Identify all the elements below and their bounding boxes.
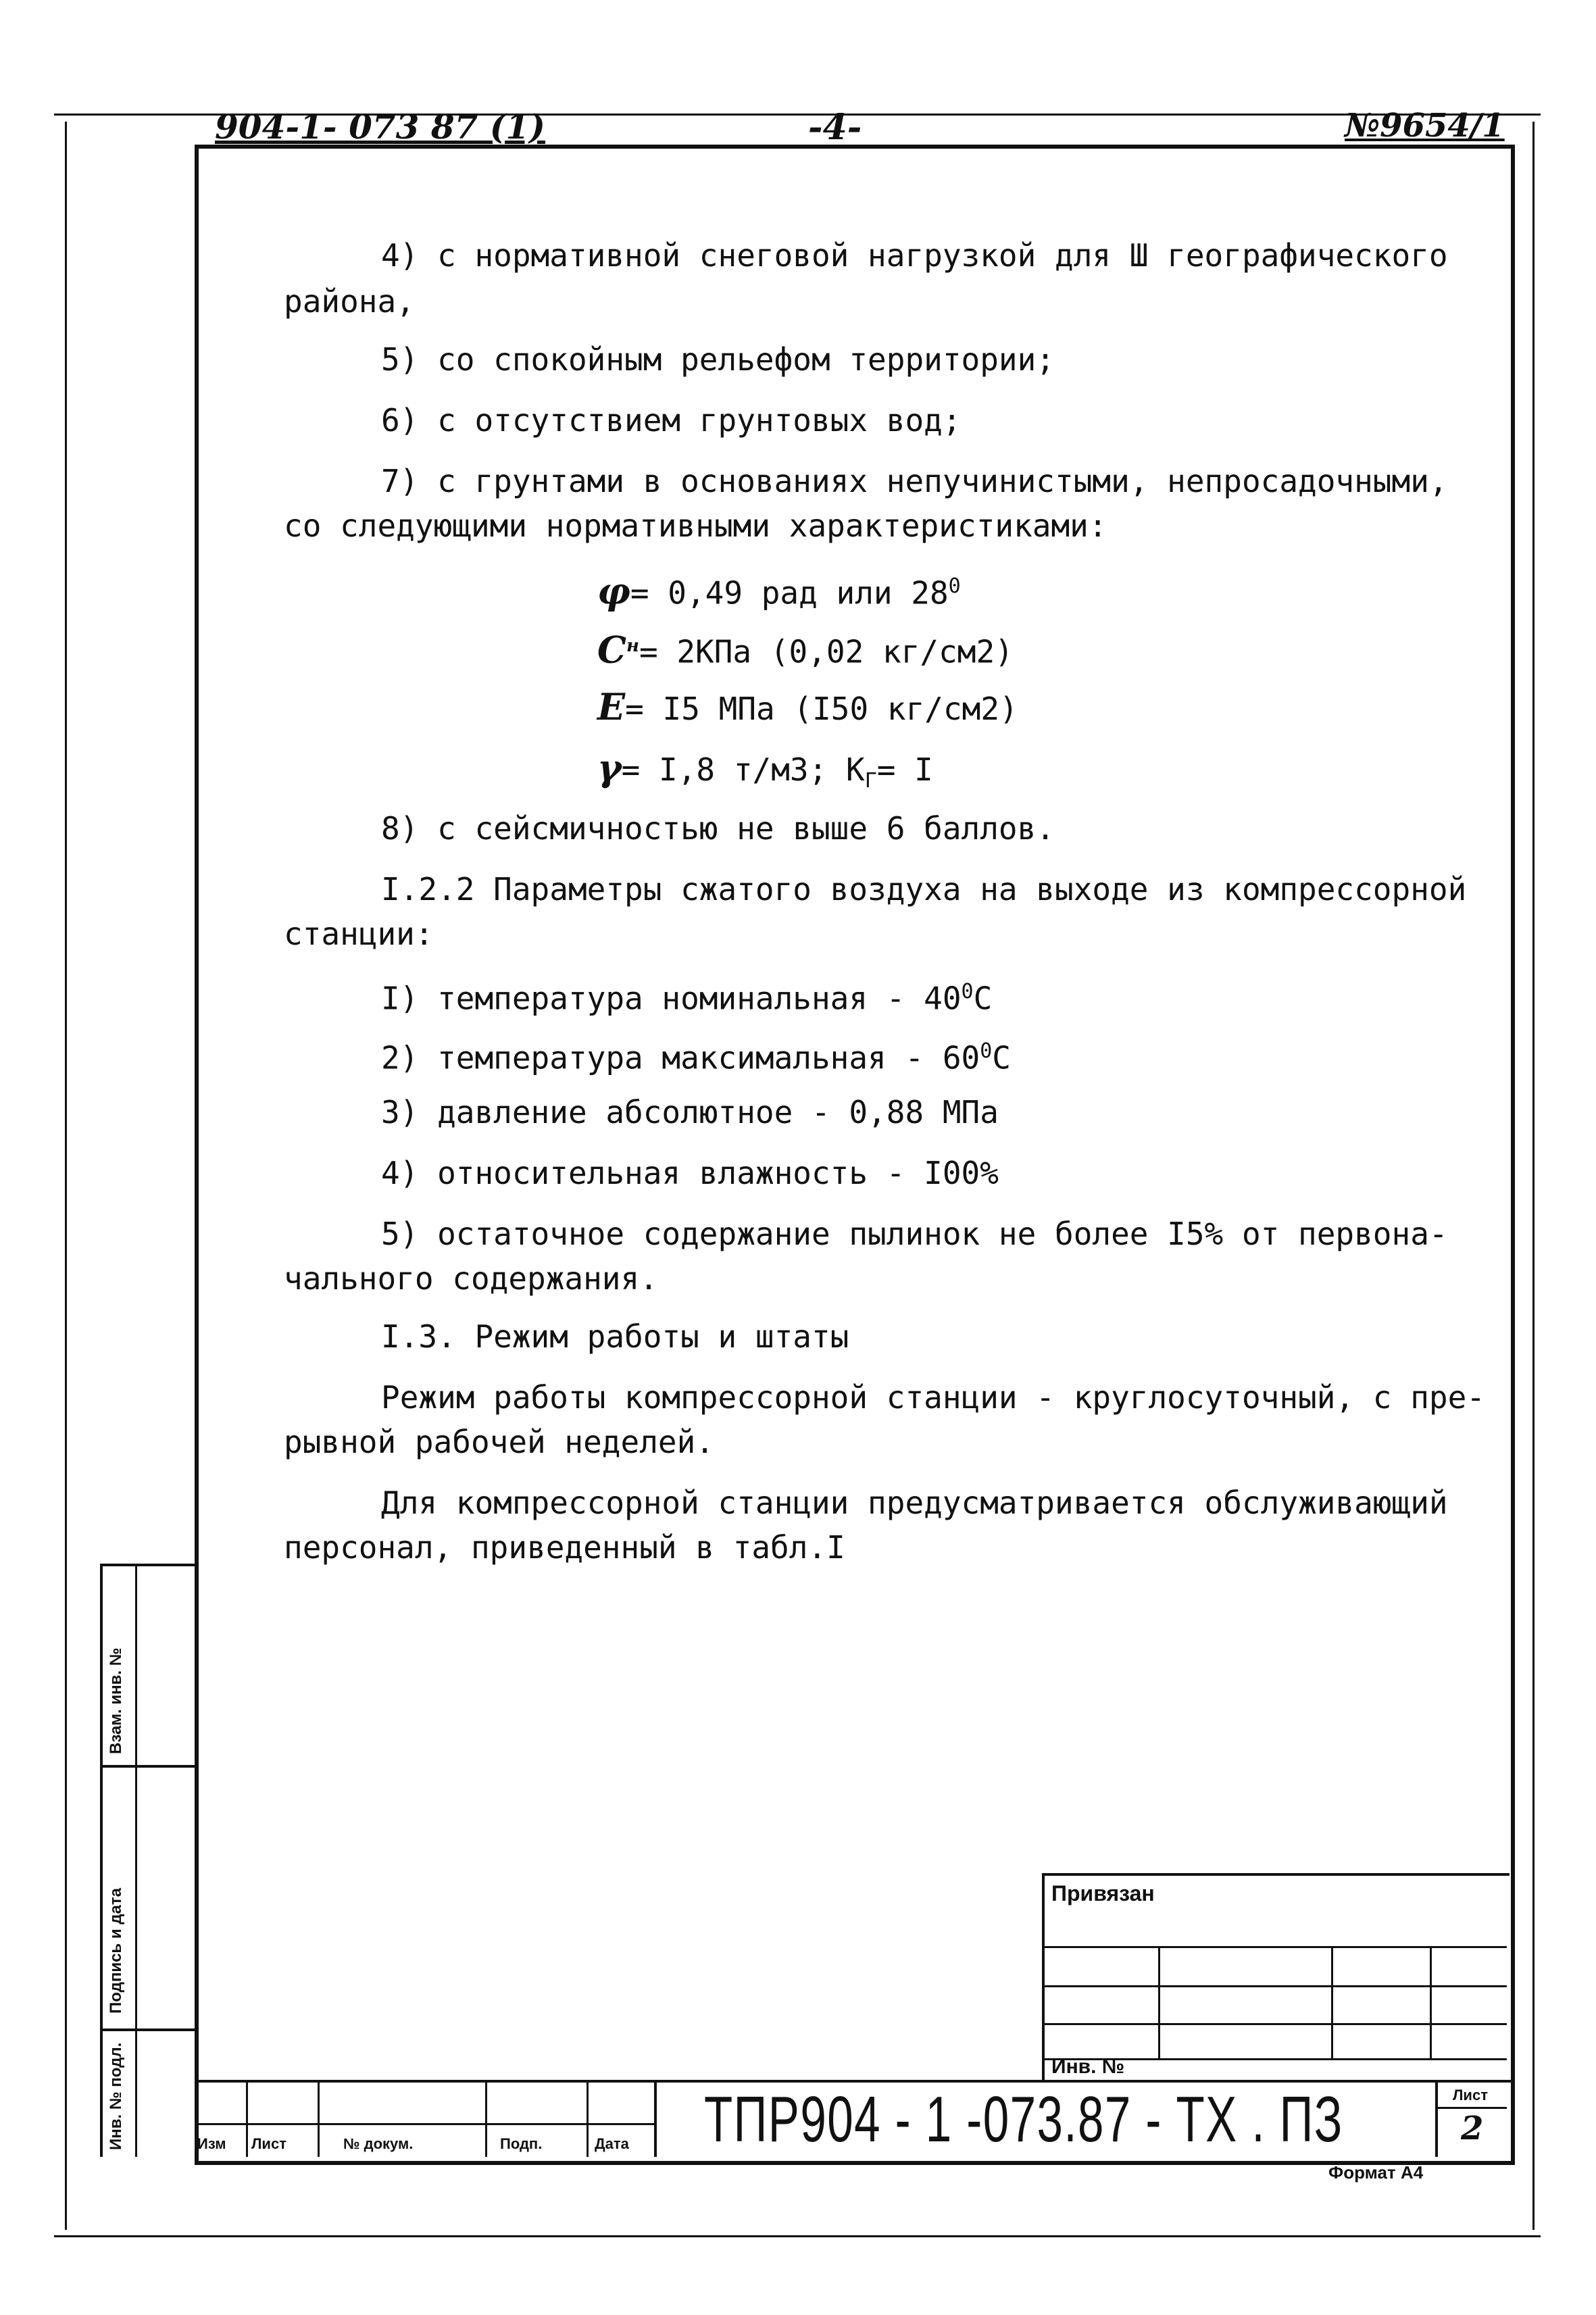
item-7-soils-line1: 7) с грунтами в основаниях непучинистыми, непросадочными, xyxy=(381,463,1448,499)
document-reference: 904-1- 073 87 (1) xyxy=(215,107,545,147)
binding-col-2 xyxy=(1331,1946,1333,2058)
work-mode-line2: рывной рабочей неделей. xyxy=(284,1424,714,1460)
item-4-snow-load-line2: района, xyxy=(284,283,415,320)
binding-row-3 xyxy=(1045,2023,1507,2025)
sheet-label: Лист xyxy=(1453,2087,1488,2104)
right-trim-line xyxy=(1532,122,1535,2230)
param-temp-nominal: I) температура номинальная - $40^0С$ xyxy=(381,980,993,1017)
side-strip-h3 xyxy=(100,2028,195,2031)
col-list-label: Лист xyxy=(251,2135,286,2152)
section-1-2-2-line1: I.2.2 Параметры сжатого воздуха на выходе из компрессорной xyxy=(381,871,1467,907)
side-strip-col-line xyxy=(135,1564,137,2157)
param-dust-line1: 5) остаточное содержание пылинок не более I5% от первона- xyxy=(381,1216,1448,1252)
binding-col-3 xyxy=(1430,1946,1432,2058)
col-data-label: Дата xyxy=(595,2135,629,2152)
section-1-3-heading: I.3. Режим работы и штаты xyxy=(381,1318,849,1355)
side-strip-divider xyxy=(100,1564,103,2157)
binding-col-1 xyxy=(1158,1946,1160,2058)
left-trim-line xyxy=(65,122,67,2230)
bottom-trim-line xyxy=(54,2235,1541,2237)
param-temp-max: 2) температура максимальная - $60^0С$ xyxy=(381,1039,1011,1076)
item-8-seismic: 8) с сейсмичностью не выше 6 баллов. xyxy=(381,810,1055,847)
item-6-groundwater: 6) с отсутствием грунтовых вод; xyxy=(381,402,962,439)
formula-density: γ= I,8 т/м3; $К_Г= I$ xyxy=(597,746,933,793)
param-dust-line2: чального содержания. xyxy=(284,1260,658,1297)
revision-col-4 xyxy=(587,2080,589,2157)
side-label-vzam-inv: Взам. инв. № xyxy=(107,1647,125,1754)
revision-col-1 xyxy=(246,2080,248,2157)
formula-modulus: E= I5 МПа (I50 кг/см2) xyxy=(597,685,1018,728)
param-pressure: 3) давление абсолютное - 0,88 МПа xyxy=(381,1094,999,1130)
formula-cohesion: $C^н= 2КПа$ (0,02 кг/см2) xyxy=(597,628,1014,672)
revision-col-3 xyxy=(485,2080,487,2157)
side-strip-h2 xyxy=(100,1765,195,1768)
col-podp-label: Подп. xyxy=(500,2135,543,2152)
revision-table-mid xyxy=(195,2123,654,2125)
sheet-number: 2 xyxy=(1461,2110,1484,2147)
staff-line1: Для компрессорной станции предусматривается обслуживающий xyxy=(381,1485,1448,1521)
formula-phi: φ= 0,49 рад или $28^0$ xyxy=(597,569,961,613)
side-label-inv-podl: Инв. № подл. xyxy=(107,2042,125,2150)
staff-line2: персонал, приведенный в табл.I xyxy=(284,1529,845,1566)
side-label-podpis-data: Подпись и дата xyxy=(107,1888,125,2014)
item-5-relief: 5) со спокойным рельефом территории; xyxy=(381,341,1055,378)
sheet-box-left xyxy=(1435,2080,1438,2157)
page-number: -4- xyxy=(808,107,862,148)
binding-label: Привязан xyxy=(1051,1881,1155,1906)
param-humidity: 4) относительная влажность - I00% xyxy=(381,1155,999,1191)
inventory-number: №9654/1 xyxy=(1345,107,1505,145)
document-code: ТПР904 - 1 -073.87 - ТХ . ПЗ xyxy=(704,2083,1343,2156)
revision-col-5 xyxy=(654,2080,657,2157)
revision-col-2 xyxy=(318,2080,320,2157)
item-7-soils-line2: со следующими нормативными характеристиками: xyxy=(284,507,1107,544)
binding-row-2 xyxy=(1045,1985,1507,1987)
work-mode-line1: Режим работы компрессорной станции - круглосуточный, с пре- xyxy=(381,1379,1485,1416)
col-dokum-label: № докум. xyxy=(343,2135,414,2152)
section-1-2-2-line2: станции: xyxy=(284,916,434,952)
paper-format: Формат А4 xyxy=(1328,2162,1424,2183)
inv-no-label: Инв. № xyxy=(1051,2056,1125,2078)
item-4-snow-load-line1: 4) с нормативной снеговой нагрузкой для Ш географического xyxy=(381,237,1448,274)
col-izm-label: Изм xyxy=(197,2135,226,2152)
sheet-box-mid xyxy=(1435,2107,1507,2109)
binding-row-1 xyxy=(1045,1946,1507,1948)
side-strip-h1 xyxy=(100,1564,195,1566)
